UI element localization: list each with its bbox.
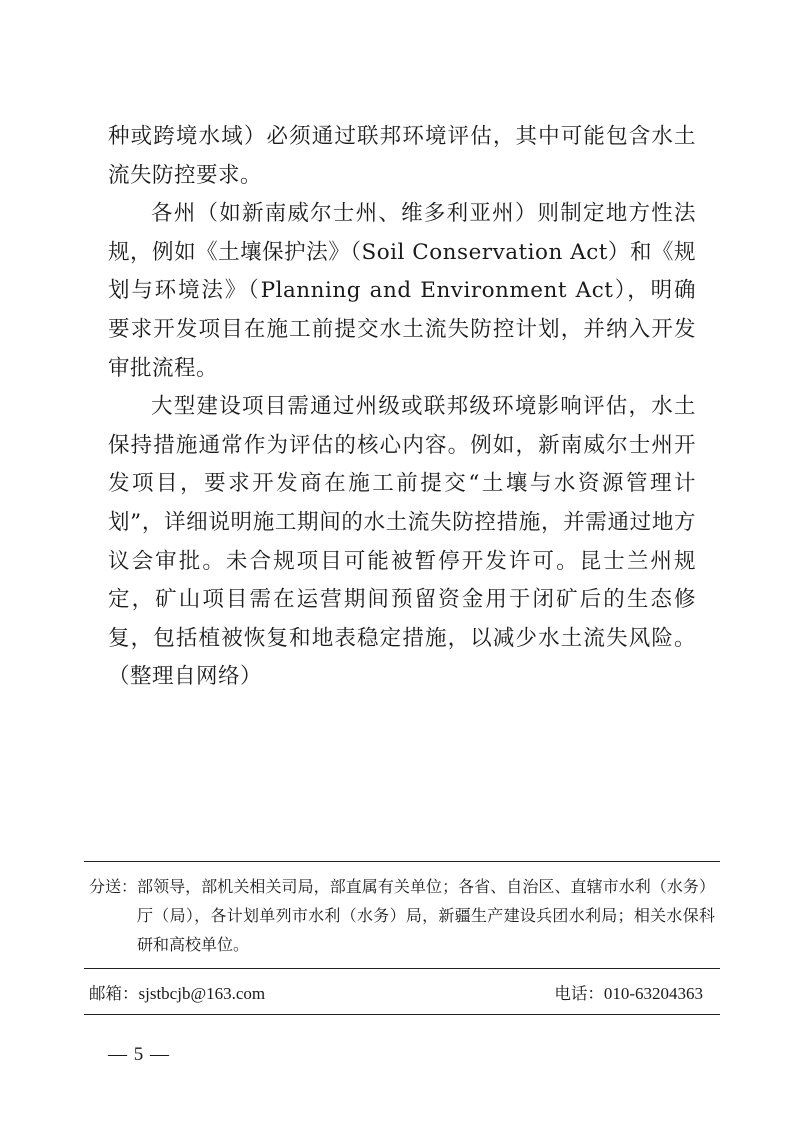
distribution-block — [89, 872, 715, 959]
email-address: sjstbcjb@163.com — [138, 984, 266, 1003]
contact-block — [89, 982, 703, 1006]
phone-label: 电话： — [554, 984, 604, 1003]
paragraph-1: 种或跨境水域）必须通过联邦环境评估，其中可能包含水土流失防控要求。 — [108, 124, 696, 188]
footer-divider-top — [84, 861, 720, 862]
email-label: 邮箱： — [89, 984, 139, 1003]
page-number: — 5 — — [108, 1044, 170, 1065]
phone-info — [554, 982, 703, 1006]
paragraph-3: 大型建设项目需通过州级或联邦级环境影响评估，水土保持措施通常作为评估的核心内容。例如，新南威尔士州开发项目，要求开发商在施工前提交“土壤与水资源管理计划”，详细说明施工期间的水土流失防控措施，并需通过地方议会审批。未合规项目可能被暂停开发许可。昆士兰州规定，矿山项目需在运营期间预留资金用于闭矿后的生态修复，包括植被恢复和地表稳定措施，以减少水土流失风险。（整理自网络） — [108, 394, 696, 690]
distribution-label: 分送： — [89, 877, 138, 896]
footer-divider-bottom — [84, 1014, 720, 1015]
phone-number: 010-63204363 — [603, 984, 703, 1003]
paragraph-2: 各州（如新南威尔士州、维多利亚州）则制定地方性法规，例如《土壤保护法》（Soil Conservation Act）和《规划与环境法》（Planning and Environment Act），明确要求开发项目在施工前提交水土流失防控计划，并纳入开发审批流程。 — [108, 201, 696, 381]
footer-divider-middle — [84, 968, 720, 969]
email-info — [89, 982, 265, 1006]
distribution-list: 部领导，部机关相关司局，部直属有关单位；各省、自治区、直辖市水利（水务）厅（局），各计划单列市水利（水务）局，新疆生产建设兵团水利局；相关水保科研和高校单位。 — [137, 877, 715, 954]
document-body — [108, 118, 696, 697]
